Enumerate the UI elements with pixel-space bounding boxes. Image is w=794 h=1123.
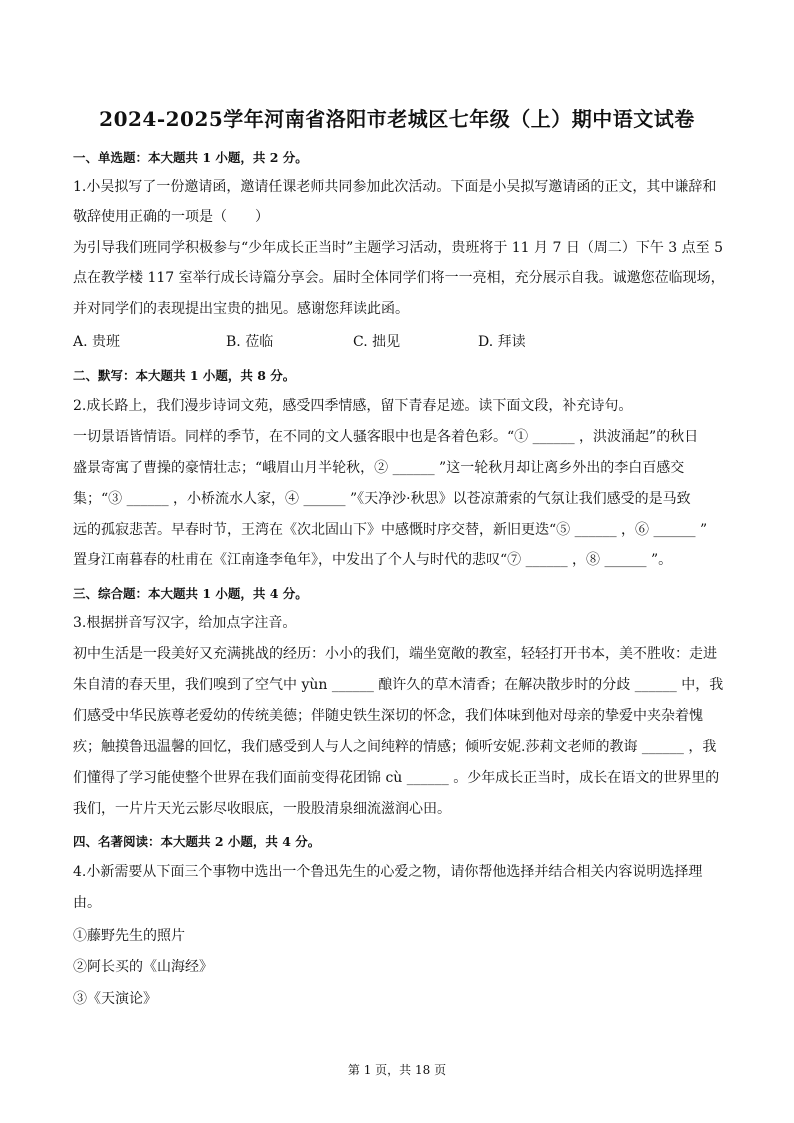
page-title: 2024-2025学年河南省洛阳市老城区七年级（上）期中语文试卷 [99, 107, 695, 131]
q2-line-3: 盛景寄寓了曹操的豪情壮志；“峨眉山月半轮秋，② ______ ”这一轮秋月却让离乡外出的李白百感交 [73, 460, 685, 476]
q3-line-4: 们感受中华民族尊老爱幼的传统美德；伴随史铁生深切的怀念，我们体味到他对母亲的挚爱中夹杂着愧 [73, 708, 703, 724]
q4-item-1: ①藤野先生的照片 [73, 928, 185, 944]
q4-line-1: 4.小新需要从下面三个事物中选出一个鲁迅先生的心爱之物，请你帮他选择并结合相关内容说明选择理 [73, 864, 703, 880]
q2-line-5: 远的孤寂悲苦。早春时节，王湾在《次北固山下》中感慨时序交替，新旧更迭“⑤ ______ ，⑥ ______ ” [73, 522, 708, 538]
q2-line-1: 2.成长路上，我们漫步诗词文苑，感受四季情感，留下青春足迹。读下面文段，补充诗句。 [73, 398, 633, 414]
q2-line-2: 一切景语皆情语。同样的季节，在不同的文人骚客眼中也是各着色彩。“① ______ ，洪波涌起”的秋日 [73, 429, 699, 445]
section-heading-4: 四、名著阅读：本大题共 2 小题，共 4 分。 [73, 834, 321, 849]
q3-line-3: 朱自清的春天里，我们嗅到了空气中 yùn ______ 酿许久的草木清香；在解决散步时的分歧 ______ 中，我 [73, 677, 724, 693]
q1-line-4: 点在教学楼 117 室举行成长诗篇分享会。届时全体同学们将一一亮相，充分展示自我。诚邀您莅临现场， [73, 270, 725, 286]
section-heading-3: 三、综合题：本大题共 1 小题，共 4 分。 [73, 586, 308, 601]
q3-line-2: 初中生活是一段美好又充满挑战的经历：小小的我们，端坐宽敞的教室，轻轻打开书本，美不胜收：走进 [73, 646, 717, 662]
q1-option-b: B. 莅临 [226, 334, 274, 350]
q3-line-7: 我们，一片片天光云影尽收眼底，一股股清泉细流滋润心田。 [73, 801, 451, 817]
q4-item-3: ③《天演论》 [73, 991, 157, 1007]
q1-option-d: D. 拜读 [478, 334, 526, 350]
q4-line-2: 由。 [73, 895, 101, 911]
q3-line-6: 们懂得了学习能使整个世界在我们面前变得花团锦 cù ______ 。少年成长正当时，成长在语文的世界里的 [73, 770, 720, 786]
q1-line-5: 并对同学们的表现提出宝贵的拙见。感谢您拜读此函。 [73, 301, 409, 317]
q3-line-5: 疚；触摸鲁迅温馨的回忆，我们感受到人与人之间纯粹的情感；倾听安妮.莎莉文老师的教诲 ______ ，我 [73, 739, 717, 755]
q1-option-c: C. 拙见 [353, 334, 401, 350]
q3-line-1: 3.根据拼音写汉字，给加点字注音。 [73, 615, 297, 631]
section-heading-2: 二、默写：本大题共 1 小题，共 8 分。 [73, 368, 296, 383]
q1-line-1: 1.小吴拟写了一份邀请函，邀请任课老师共同参加此次活动。下面是小吴拟写邀请函的正文，其中谦辞和 [73, 179, 717, 195]
section-heading-1: 一、单选题：本大题共 1 小题，共 2 分。 [73, 150, 308, 165]
q1-option-a: A. 贵班 [73, 334, 121, 350]
q2-line-6: 置身江南暮春的杜甫在《江南逢李龟年》，中发出了个人与时代的悲叹“⑦ ______ ，⑧ ______ ”。 [73, 552, 673, 568]
page-footer: 第 1 页，共 18 页 [347, 1063, 447, 1077]
q2-line-4: 集；“③ ______ ，小桥流水人家，④ ______ ”《天净沙·秋思》以苍凉萧索的气氛让我们感受的是马致 [73, 491, 691, 507]
q1-line-3: 为引导我们班同学积极参与“少年成长正当时”主题学习活动，贵班将于 11 月 7 日（周二）下午 3 点至 5 [73, 240, 723, 256]
q4-item-2: ②阿长买的《山海经》 [73, 959, 213, 975]
q1-line-2: 敬辞使用正确的一项是（ ） [73, 209, 269, 225]
